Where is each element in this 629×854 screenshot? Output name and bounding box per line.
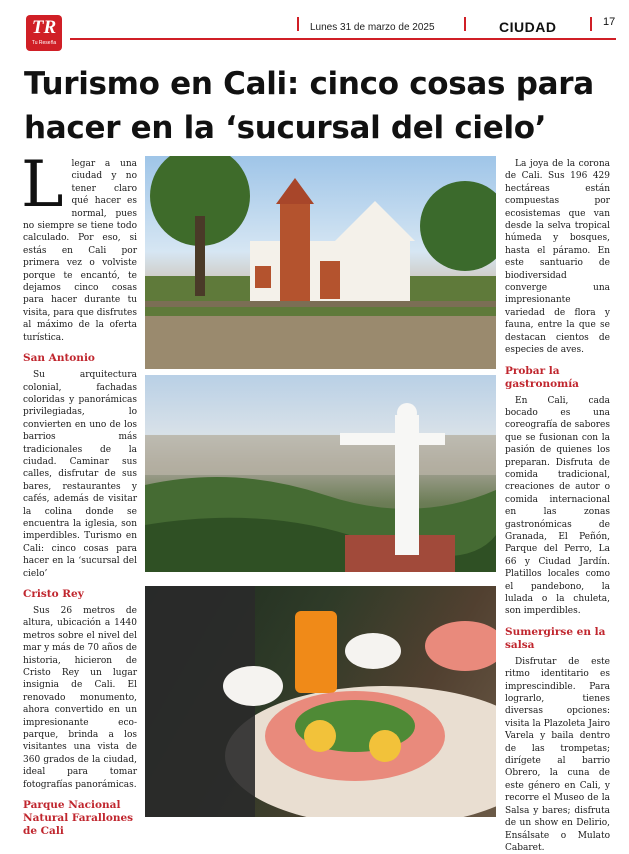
intro-text: legar a una ciudad y no tener claro qué hacer es normal, pues no siempre se tiene todo calculado. Por eso, si estás en Cali por primera vez o volviste porque te encantó, te dejamos cinco cosas para hacer durante tu visita, para que disfrutes al máximo de la oferta turística. bbox=[23, 159, 137, 343]
header-divider bbox=[590, 17, 592, 31]
header-divider bbox=[297, 17, 299, 31]
subhead-farallones: Parque Nacional Natural Farallones de Cali bbox=[23, 799, 134, 838]
subhead-salsa: Sumergirse en la salsa bbox=[505, 625, 606, 651]
subhead-san-antonio: San Antonio bbox=[23, 352, 95, 365]
body-cristo-rey: Sus 26 metros de altura, ubicación a 1440 metros sobre el nivel del mar y más de 70 años de historia, hicieron de Cristo Rey un lugar insignia de Cali. El renovado monumento, ahora convertido en un impresionante eco-parque, brinda a los visitantes una vista de 360 grados de la ciudad, ideal para tomar fotografías panorámicas. bbox=[23, 606, 137, 790]
logo-subtext: Tu Reseña bbox=[31, 40, 57, 46]
body-salsa: Disfrutar de este ritmo identitario es imprescindible. Para lograrlo, tienes diversas opciones: visita la Plazoleta Jairo Varela y baila dentro de las trompetas; dirígete al barrio Obrero, la cuna de este género en Cali, y recorre el Museo de la Salsa y bares; disfruta de un show en Delirio, Ensálsate o Mulato Cabaret. bbox=[505, 656, 610, 853]
header-divider bbox=[464, 17, 466, 31]
subhead-gastronomia: Probar la gastronomía bbox=[505, 364, 579, 390]
body-san-antonio: Su arquitectura colonial, fachadas coloridas y panorámicas privilegiadas, lo convierten en uno de los barrios más tradicionales de la ciudad. Caminar sus calles, disfrutar de sus bares, restaurantes y cafés, además de visitar la colina donde se encuentra la iglesia, son imperdibles. Turismo en Cali: cinco cosas para hacer en la ‘sucursal del cielo’ bbox=[23, 370, 137, 579]
logo-text: TR bbox=[31, 17, 57, 38]
section-name: CIUDAD bbox=[499, 19, 557, 35]
issue-date: Lunes 31 de marzo de 2025 bbox=[310, 22, 435, 33]
article-column-right bbox=[505, 158, 610, 854]
drop-cap: L bbox=[21, 148, 64, 222]
cristo-rey-photo bbox=[145, 375, 496, 572]
page-number: 17 bbox=[603, 16, 616, 28]
church-illustration bbox=[145, 156, 496, 369]
body-gastronomia: En Cali, cada bocado es una coreografía de sabores que se fusionan con la pasión de quienes los preparan. Disfruta de comida tradicional, creaciones de autor o comida internacional en las zonas gastronómicas de Granada, El Peñón, Parque del Perro, La 66 y Ciudad Jardín. Platillos locales como el pandebono, la lulada o la chuleta, son imperdibles. bbox=[505, 395, 610, 617]
newspaper-logo bbox=[26, 15, 62, 51]
cristo-rey-illustration bbox=[145, 375, 496, 572]
food-illustration bbox=[145, 586, 496, 817]
church-photo bbox=[145, 156, 496, 369]
article-headline: Turismo en Cali: cinco cosas para hacer en la ‘sucursal del cielo’ bbox=[24, 66, 594, 146]
food-photo bbox=[145, 586, 496, 817]
intro-paragraph bbox=[21, 148, 137, 344]
body-corona: La joya de la corona de Cali. Sus 196 429 hectáreas están compuestas por ecosistemas que van desde la selva tropical húmeda y bosques, hasta el páramo. En este santuario de biodiversidad converge una impresionante variedad de flora y fauna, entre la que se destacan cientos de especies de aves. bbox=[505, 159, 610, 356]
subhead-cristo-rey: Cristo Rey bbox=[23, 588, 84, 600]
article-column-left bbox=[21, 148, 137, 842]
header-rule bbox=[70, 38, 616, 40]
